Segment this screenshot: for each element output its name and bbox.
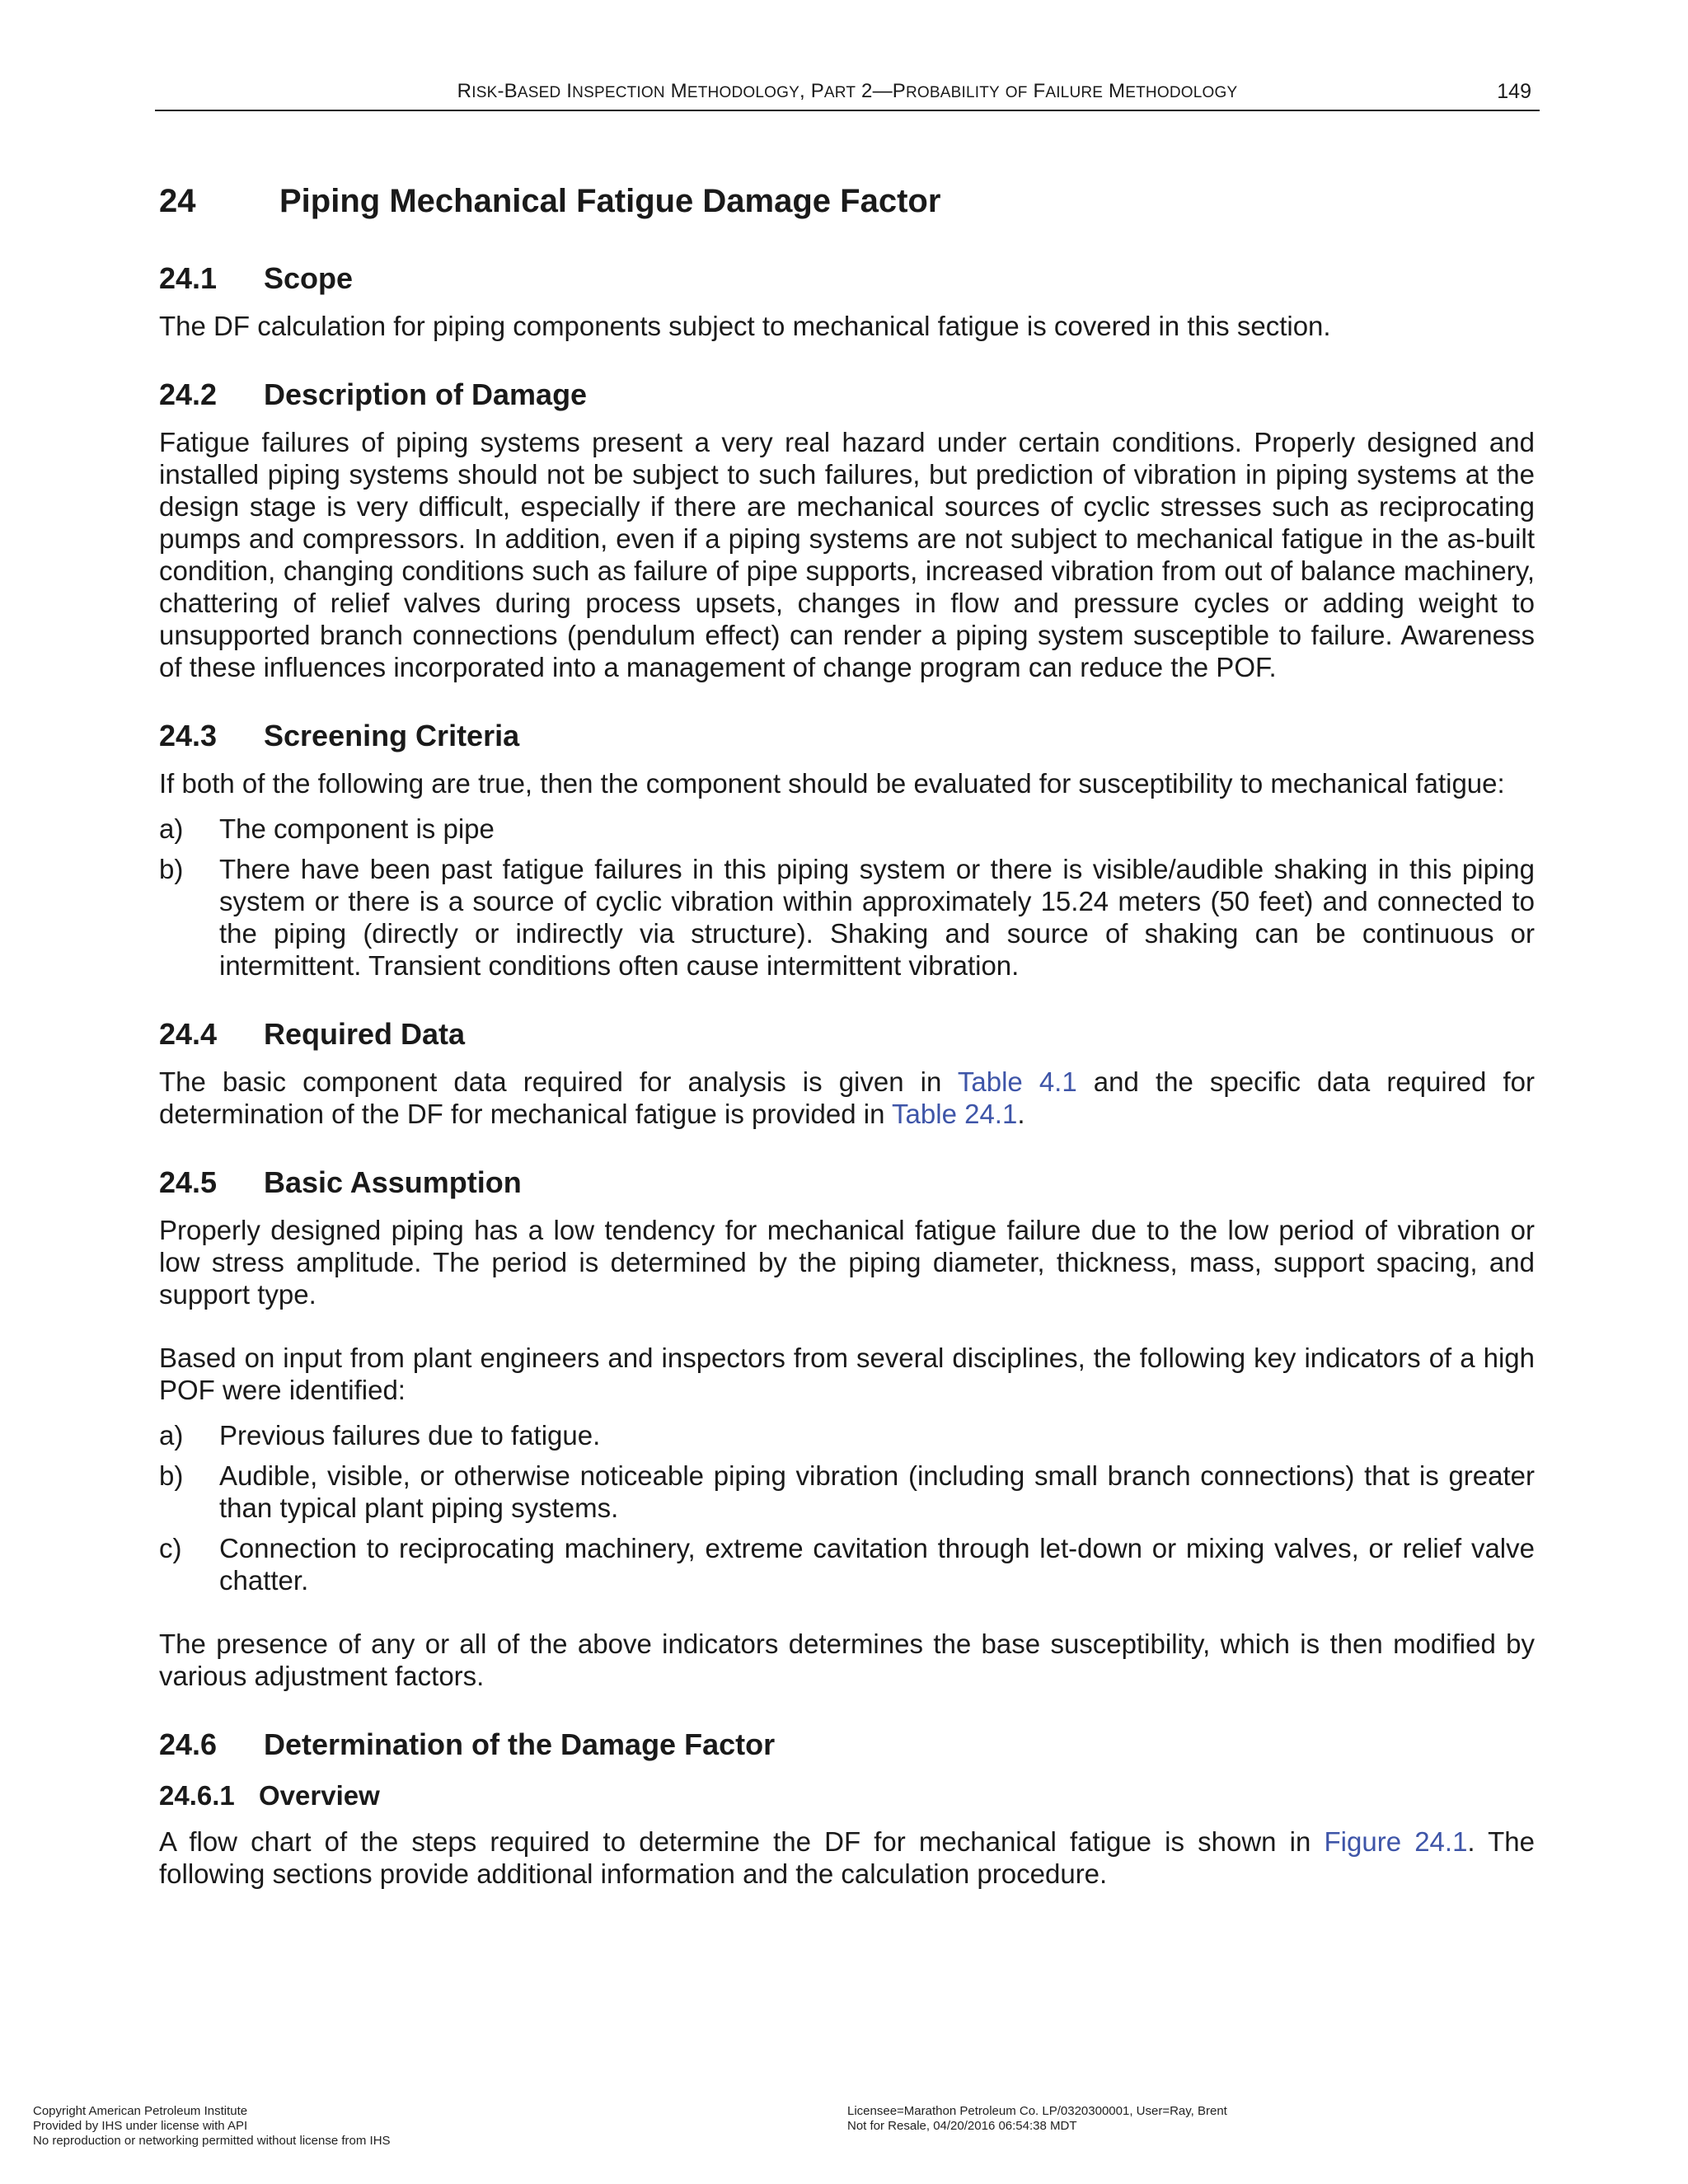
running-title-part: R xyxy=(457,80,472,102)
screening-list xyxy=(159,813,1535,982)
running-title-part: ROBABILITY xyxy=(906,84,1000,101)
heading-title: Screening Criteria xyxy=(264,719,520,752)
heading-number: 24.6 xyxy=(159,1727,218,1761)
footer-line: No reproduction or networking permitted without license from IHS xyxy=(33,2134,391,2148)
table-4-1-link[interactable]: Table 4.1 xyxy=(957,1066,1077,1097)
running-title-part: OF xyxy=(1005,84,1028,101)
running-title-part: ETHODOLOGY xyxy=(1125,84,1238,101)
list-marker: a) xyxy=(159,813,184,844)
heading-title: Overview xyxy=(259,1780,380,1811)
footer-line: Licensee=Marathon Petroleum Co. LP/0320300001, User=Ray, Brent xyxy=(847,2104,1227,2118)
running-title-part: M xyxy=(1103,80,1126,102)
paragraph-text: A flow chart of the steps required to determine the DF for mechanical fatigue is shown in xyxy=(159,1826,1325,1857)
running-title-part: ISK xyxy=(471,84,498,101)
running-title-part: ART xyxy=(823,84,856,101)
running-title-part: F xyxy=(1027,80,1046,102)
list-marker: a) xyxy=(159,1420,184,1451)
running-title-part: AILURE xyxy=(1045,84,1104,101)
list-item xyxy=(159,1532,1535,1596)
description-paragraph: Fatigue failures of piping systems present a very real hazard under certain conditions. Properly designed and installed piping systems should not be subject to such failures, but prediction of vibration in piping systems at the design stage is very difficult, especially if there are mechanical sources of cyclic stresses such as reciprocating pumps and compressors. In addition, even if a piping systems are not subject to mechanical fatigue in the as-built condition, changing conditions such as failure of pipe supports, increased vibration from out of balance machinery, chattering of relief valves during process upsets, changes in flow and pressure cycles or adding weight to unsupported branch connections (pendulum effect) can render a piping system susceptible to failure. Awareness of these influences incorporated into a management of change program can reduce the POF. xyxy=(159,427,1535,682)
running-title-part: , P xyxy=(799,80,824,102)
heading-screening xyxy=(159,715,1535,757)
heading-number: 24.5 xyxy=(159,1165,218,1199)
overview-paragraph xyxy=(159,1825,1535,1890)
paragraph-text: The basic component data required for analysis is given in xyxy=(159,1066,958,1097)
heading-title: Description of Damage xyxy=(264,377,588,411)
page-header xyxy=(155,77,1540,111)
list-item-text: Connection to reciprocating machinery, extreme cavitation through let-down or mixing valves, or relief valve chatter. xyxy=(219,1533,1535,1596)
footer-copyright xyxy=(33,2104,391,2149)
footer-line: Not for Resale, 04/20/2016 06:54:38 MDT xyxy=(847,2119,1077,2133)
running-title-part: NSPECTION xyxy=(572,84,665,101)
heading-determination xyxy=(159,1723,1535,1766)
list-item xyxy=(159,813,1535,845)
required-data-paragraph xyxy=(159,1066,1535,1130)
footer-line: Provided by IHS under license with API xyxy=(33,2119,248,2133)
list-item-text: Audible, visible, or otherwise noticeable piping vibration (including small branch connections) that is greater than typical plant piping systems. xyxy=(219,1460,1535,1523)
figure-24-1-link[interactable]: Figure 24.1 xyxy=(1324,1826,1468,1857)
heading-title: Required Data xyxy=(264,1017,466,1051)
running-title-part: ETHODOLOGY xyxy=(687,84,799,101)
list-item xyxy=(159,1419,1535,1451)
assumption-paragraph-1: Properly designed piping has a low tendency for mechanical fatigue failure due to the low period of vibration or low stress amplitude. The period is determined by the piping diameter, thickness, mass, support spacing, and support type. xyxy=(159,1215,1535,1310)
section-heading xyxy=(159,178,1535,224)
section-number: 24 xyxy=(159,183,196,219)
page-number: 149 xyxy=(1497,80,1531,103)
list-marker: c) xyxy=(159,1533,182,1563)
heading-scope xyxy=(159,257,1535,300)
page-content xyxy=(159,178,1535,1921)
list-item xyxy=(159,1460,1535,1524)
list-item-text: Previous failures due to fatigue. xyxy=(219,1420,601,1451)
list-item xyxy=(159,853,1535,982)
table-24-1-link[interactable]: Table 24.1 xyxy=(892,1099,1018,1129)
running-title-part xyxy=(1000,80,1006,102)
screening-intro: If both of the following are true, then the component should be evaluated for susceptibility to mechanical fatigue: xyxy=(159,768,1505,799)
running-title xyxy=(155,80,1540,103)
running-title-part: I xyxy=(560,80,573,102)
heading-title: Basic Assumption xyxy=(264,1165,522,1199)
heading-description xyxy=(159,373,1535,416)
heading-required-data xyxy=(159,1013,1535,1056)
paragraph-text: . The following sections provide additional information and the calculation procedure. xyxy=(159,1826,1535,1889)
heading-number: 24.3 xyxy=(159,719,218,752)
section-title: Piping Mechanical Fatigue Damage Factor xyxy=(279,183,941,219)
running-title-part: ASED xyxy=(517,84,561,101)
heading-title: Scope xyxy=(264,261,354,295)
footer-line: Copyright American Petroleum Institute xyxy=(33,2104,248,2118)
heading-overview xyxy=(159,1776,1535,1816)
indicator-list xyxy=(159,1419,1535,1596)
heading-number: 24.1 xyxy=(159,261,218,295)
list-item-text: The component is pipe xyxy=(219,813,495,844)
footer-license xyxy=(847,2104,1227,2134)
list-marker: b) xyxy=(159,854,184,884)
assumption-paragraph-2: Based on input from plant engineers and inspectors from several disciplines, the following key indicators of a high POF were identified: xyxy=(159,1343,1535,1405)
scope-paragraph: The DF calculation for piping components subject to mechanical fatigue is covered in this section. xyxy=(159,311,1331,341)
heading-number: 24.2 xyxy=(159,377,218,411)
assumption-paragraph-3: The presence of any or all of the above indicators determines the base susceptibility, which is then modified by various adjustment factors. xyxy=(159,1629,1535,1691)
heading-title: Determination of the Damage Factor xyxy=(264,1727,776,1761)
list-item-text: There have been past fatigue failures in this piping system or there is visible/audible shaking in this piping system or there is a source of cyclic vibration within approximately 15.24 meters (50 feet) and connected to the piping (directly or indirectly via structure). Shaking and source of shaking can be continuous or intermittent. Transient conditions often cause intermittent vibration. xyxy=(219,854,1535,981)
paragraph-text: . xyxy=(1017,1099,1025,1129)
running-title-part: 2—P xyxy=(856,80,906,102)
running-title-part: -B xyxy=(497,80,518,102)
paragraph-text: and the specific data required for determination of the DF for mechanical fatigue is provided in xyxy=(159,1066,1536,1129)
list-marker: b) xyxy=(159,1460,184,1491)
running-title-part: M xyxy=(664,80,687,102)
heading-number: 24.6.1 xyxy=(159,1780,235,1811)
heading-basic-assumption xyxy=(159,1161,1535,1204)
heading-number: 24.4 xyxy=(159,1017,218,1051)
